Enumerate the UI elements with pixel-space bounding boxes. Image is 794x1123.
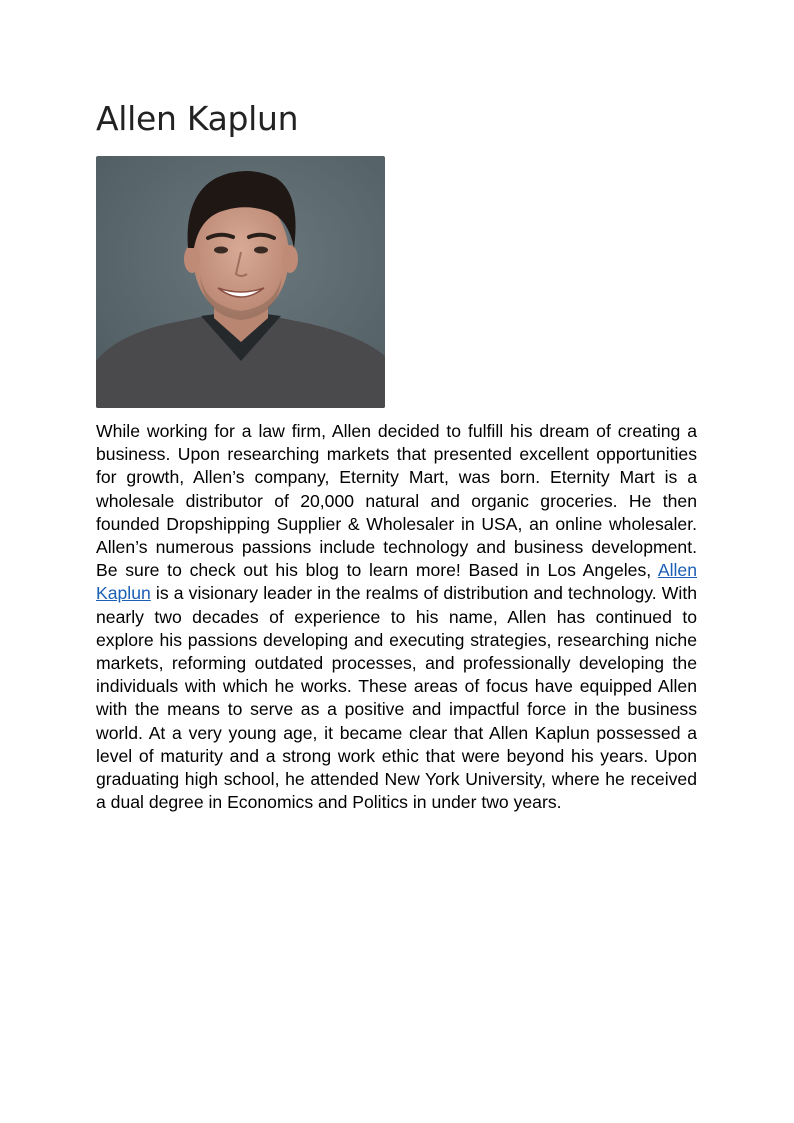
right-eye (254, 247, 268, 254)
left-ear (184, 245, 200, 273)
allen-kaplun-link[interactable]: Allen Kaplun (96, 560, 697, 604)
right-ear (282, 245, 298, 273)
portrait-photo (96, 156, 385, 408)
document-page (96, 96, 697, 814)
bio-text-end: is a visionary leader in the realms of distribution and technology. With nearly two decades of experience to his name, Allen has continued to explore his passions developing and executing strategies, researching niche markets, reforming outdated processes, and professionally developing the individuals with which he works. These areas of focus have equipped Allen with the means to serve as a positive and impactful force in the business world. At a very young age, it became clear that Allen Kaplun possessed a level of maturity and a strong work ethic that were beyond his years. Upon graduating high school, he attended New York University, where he received a dual degree in Economics and Politics in under two years. (96, 583, 697, 813)
left-eye (214, 247, 228, 254)
bio-paragraph (96, 420, 697, 814)
bio-text-start: While working for a law firm, Allen decided to fulfill his dream of creating a business. Upon researching markets that presented excellent opportunities for growth, Allen’s company, Eternity Mart, was born. Eternity Mart is a wholesale distributor of 20,000 natural and organic groceries. He then founded Dropshipping Supplier & Wholesaler in USA, an online wholesaler. Allen’s numerous passions include technology and business development. Be sure to check out his blog to learn more! Based in Los Angeles, (96, 421, 697, 581)
page-title: Allen Kaplun (96, 99, 299, 138)
